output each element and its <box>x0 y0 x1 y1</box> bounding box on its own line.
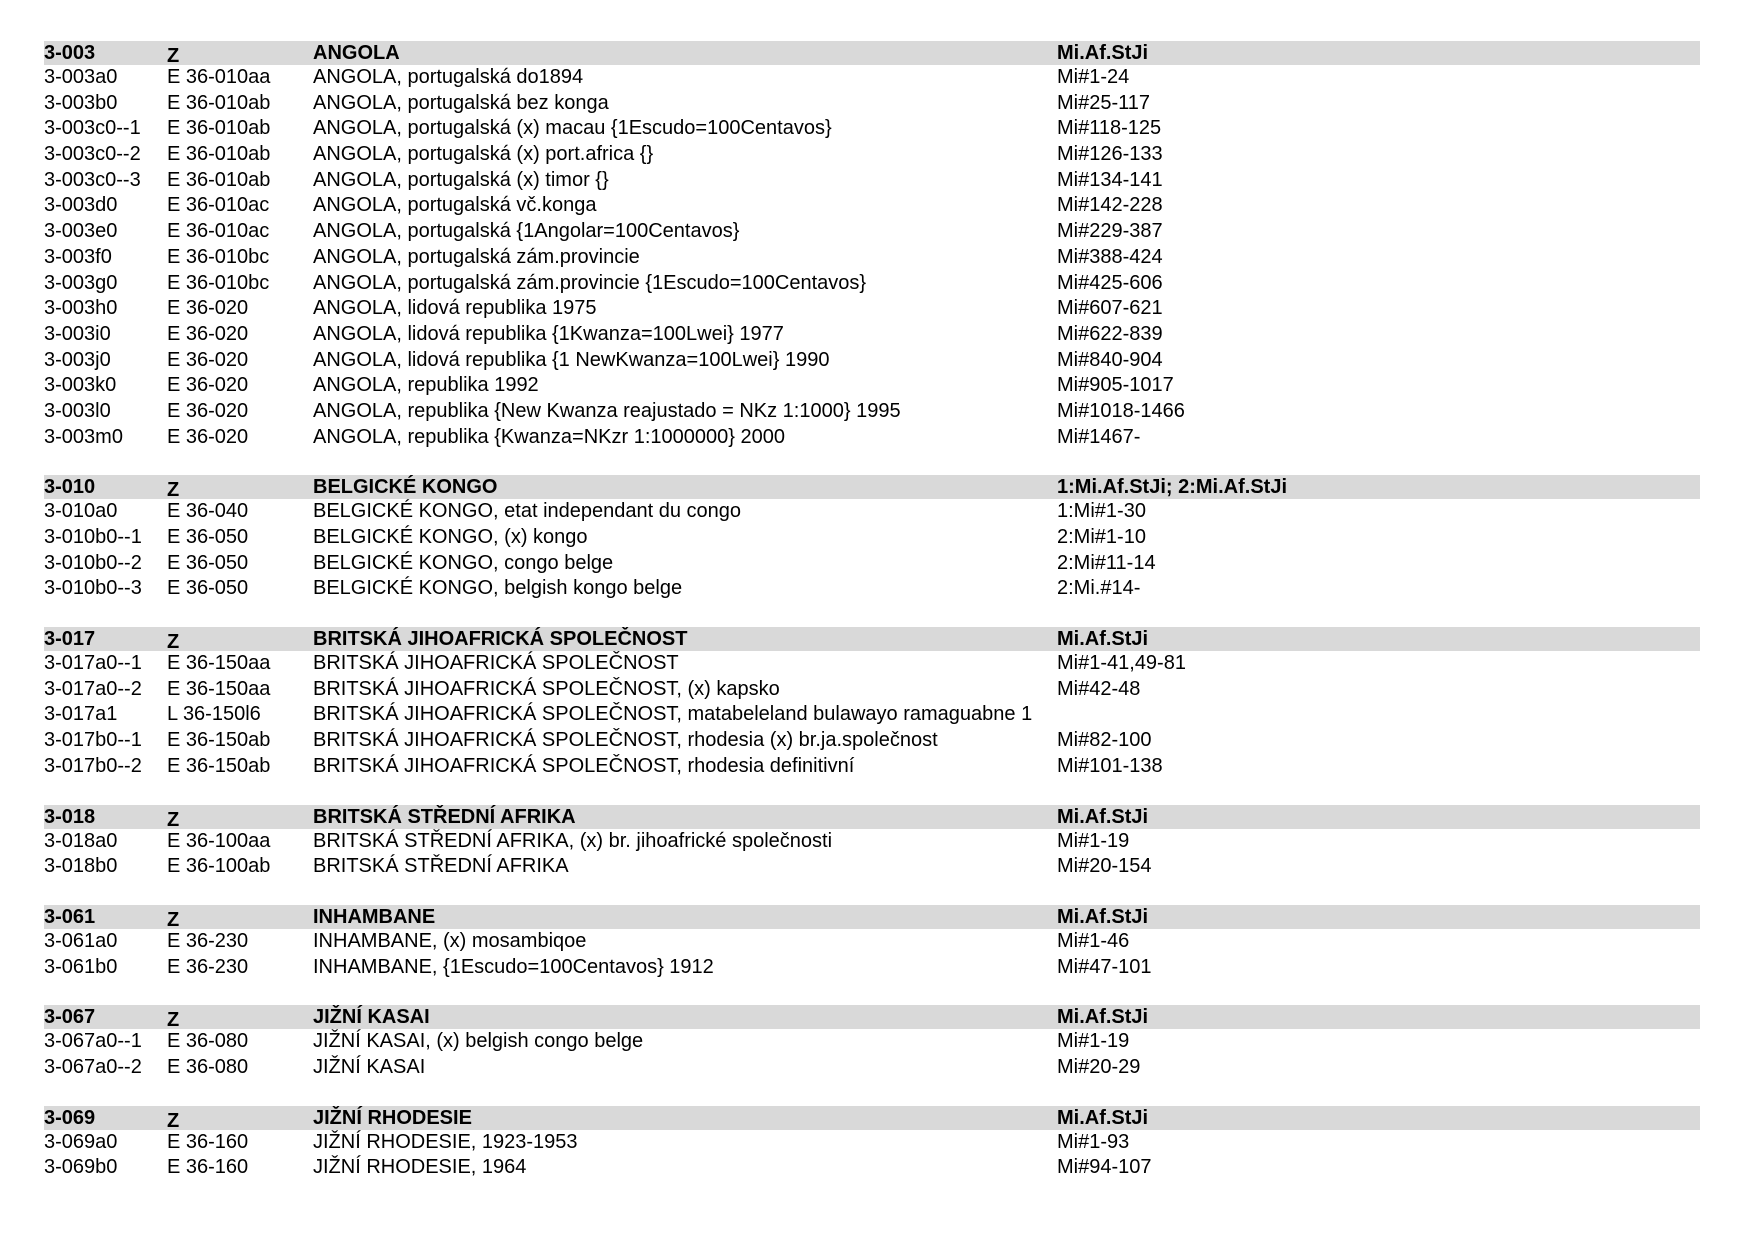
table-row <box>44 296 1700 322</box>
group-name: BRITSKÁ JIHOAFRICKÁ SPOLEČNOST <box>313 628 688 651</box>
entry-code: 3-003l0 <box>44 399 111 422</box>
group-name: INHAMBANE <box>313 905 436 928</box>
catalog-group <box>44 1005 1700 1080</box>
catalog-group <box>44 805 1700 880</box>
entry-reference: Mi#47-101 <box>1057 955 1152 978</box>
entry-code: 3-061a0 <box>44 929 118 952</box>
entry-reference: Mi#622-839 <box>1057 322 1163 345</box>
group-header-row <box>44 41 1700 65</box>
entry-catalog-number: E 36-080 <box>167 1030 249 1053</box>
entry-catalog-number: E 36-010ac <box>167 194 270 217</box>
entry-catalog-number: E 36-080 <box>167 1055 249 1078</box>
entry-description: ANGOLA, republika {New Kwanza reajustado = NKz 1:1000} 1995 <box>313 399 901 422</box>
table-row <box>44 651 1700 677</box>
entry-catalog-number: E 36-010bc <box>167 271 270 294</box>
entry-description: ANGOLA, lidová republika {1Kwanza=100Lwei} 1977 <box>313 322 784 345</box>
entry-reference: Mi#82-100 <box>1057 729 1152 752</box>
entry-reference: Mi#20-29 <box>1057 1055 1141 1078</box>
group-reference: Mi.Af.StJi <box>1057 805 1149 828</box>
entry-description: ANGOLA, republika {Kwanza=NKzr 1:1000000} 2000 <box>313 425 785 448</box>
group-type: Z <box>167 479 180 500</box>
entry-code: 3-003k0 <box>44 374 117 397</box>
entry-description: ANGOLA, portugalská (x) port.africa {} <box>313 143 654 166</box>
table-row <box>44 168 1700 194</box>
table-row <box>44 373 1700 399</box>
entry-description: BRITSKÁ JIHOAFRICKÁ SPOLEČNOST <box>313 652 679 675</box>
group-reference: Mi.Af.StJi <box>1057 42 1149 64</box>
entry-reference: Mi#1-19 <box>1057 1030 1130 1053</box>
entry-code: 3-010b0--2 <box>44 551 142 574</box>
entry-reference: 2:Mi#1-10 <box>1057 526 1146 548</box>
entry-code: 3-017b0--1 <box>44 729 142 752</box>
table-row <box>44 829 1700 855</box>
entry-code: 3-017a1 <box>44 703 118 726</box>
entry-code: 3-003h0 <box>44 297 118 320</box>
group-type: Z <box>167 808 180 829</box>
entry-description: BELGICKÉ KONGO, congo belge <box>313 551 614 574</box>
catalog-sheet <box>44 41 1700 1206</box>
entry-reference: Mi#42-48 <box>1057 677 1141 700</box>
entry-reference: Mi#607-621 <box>1057 297 1163 320</box>
entry-catalog-number: E 36-100ab <box>167 855 271 878</box>
entry-description: BRITSKÁ JIHOAFRICKÁ SPOLEČNOST, matabeleland bulawayo ramaguabne 1 <box>313 703 1033 726</box>
entry-reference: Mi#1-93 <box>1057 1130 1130 1153</box>
catalog-group <box>44 627 1700 779</box>
table-row <box>44 1029 1700 1055</box>
entry-reference: Mi#229-387 <box>1057 220 1163 243</box>
table-row <box>44 1055 1700 1081</box>
table-row <box>44 754 1700 780</box>
catalog-group <box>44 1106 1700 1181</box>
entry-code: 3-003e0 <box>44 220 118 243</box>
entry-description: JIŽNÍ KASAI <box>313 1055 426 1078</box>
table-row <box>44 576 1700 602</box>
entry-catalog-number: E 36-230 <box>167 955 249 978</box>
entry-catalog-number: E 36-010ab <box>167 117 271 140</box>
entry-reference: Mi#1-24 <box>1057 66 1130 88</box>
entry-code: 3-010b0--1 <box>44 526 142 548</box>
table-row <box>44 499 1700 525</box>
entry-reference: Mi#94-107 <box>1057 1156 1152 1179</box>
entry-description: JIŽNÍ RHODESIE, 1923-1953 <box>313 1130 578 1153</box>
entry-reference: Mi#142-228 <box>1057 194 1163 217</box>
entry-description: ANGOLA, portugalská {1Angolar=100Centavos} <box>313 220 740 243</box>
entry-code: 3-003d0 <box>44 194 118 217</box>
group-code: 3-069 <box>44 1106 96 1129</box>
entry-reference: Mi#1018-1466 <box>1057 399 1185 422</box>
entry-catalog-number: E 36-010aa <box>167 66 271 88</box>
group-code: 3-067 <box>44 1006 96 1029</box>
entry-description: BRITSKÁ JIHOAFRICKÁ SPOLEČNOST, (x) kapsko <box>313 677 780 700</box>
entry-catalog-number: E 36-040 <box>167 500 249 523</box>
entry-description: BRITSKÁ JIHOAFRICKÁ SPOLEČNOST, rhodesia definitivní <box>313 754 855 777</box>
table-row <box>44 348 1700 374</box>
entry-catalog-number: E 36-150aa <box>167 652 271 675</box>
group-reference: Mi.Af.StJi <box>1057 1006 1149 1029</box>
entry-description: ANGOLA, portugalská (x) timor {} <box>313 168 609 191</box>
group-name: ANGOLA <box>313 42 400 64</box>
table-row <box>44 1130 1700 1156</box>
entry-code: 3-010a0 <box>44 500 118 523</box>
entry-code: 3-003a0 <box>44 66 118 88</box>
entry-code: 3-003m0 <box>44 425 123 448</box>
group-header-row <box>44 1106 1700 1130</box>
table-row <box>44 142 1700 168</box>
entry-code: 3-003c0--2 <box>44 143 141 166</box>
table-row <box>44 854 1700 880</box>
table-row <box>44 116 1700 142</box>
entry-description: BELGICKÉ KONGO, etat independant du congo <box>313 500 742 523</box>
catalog-group <box>44 475 1700 602</box>
entry-catalog-number: E 36-020 <box>167 399 249 422</box>
entry-code: 3-017a0--1 <box>44 652 142 675</box>
group-header-row <box>44 475 1700 499</box>
entry-description: BELGICKÉ KONGO, belgish kongo belge <box>313 577 683 600</box>
group-code: 3-017 <box>44 628 96 651</box>
table-row <box>44 193 1700 219</box>
entry-code: 3-003c0--3 <box>44 168 141 191</box>
group-reference: Mi.Af.StJi <box>1057 1106 1149 1129</box>
entry-code: 3-061b0 <box>44 955 118 978</box>
entry-description: ANGOLA, republika 1992 <box>313 374 539 397</box>
table-row <box>44 677 1700 703</box>
group-reference: 1:Mi.Af.StJi; 2:Mi.Af.StJi <box>1057 476 1288 499</box>
entry-description: BELGICKÉ KONGO, (x) kongo <box>313 526 588 548</box>
entry-code: 3-003c0--1 <box>44 117 141 140</box>
group-header-row <box>44 1005 1700 1029</box>
entry-reference: Mi#905-1017 <box>1057 374 1174 397</box>
group-code: 3-018 <box>44 805 96 828</box>
table-row <box>44 271 1700 297</box>
entry-code: 3-017a0--2 <box>44 677 142 700</box>
entry-catalog-number: E 36-010bc <box>167 245 270 268</box>
entry-catalog-number: L 36-150l6 <box>167 703 261 726</box>
entry-code: 3-017b0--2 <box>44 754 142 777</box>
group-type: Z <box>167 908 180 929</box>
entry-code: 3-067a0--1 <box>44 1030 142 1053</box>
group-code: 3-061 <box>44 905 96 928</box>
entry-reference: Mi#425-606 <box>1057 271 1163 294</box>
entry-description: ANGOLA, portugalská do1894 <box>313 66 584 88</box>
entry-reference: Mi#126-133 <box>1057 143 1163 166</box>
entry-reference: Mi#25-117 <box>1057 91 1151 114</box>
group-header-row <box>44 805 1700 829</box>
entry-description: BRITSKÁ JIHOAFRICKÁ SPOLEČNOST, rhodesia (x) br.ja.společnost <box>313 729 938 752</box>
table-row <box>44 399 1700 425</box>
entry-code: 3-003f0 <box>44 245 112 268</box>
entry-catalog-number: E 36-010ab <box>167 91 271 114</box>
entry-reference: Mi#1-46 <box>1057 929 1130 952</box>
entry-code: 3-069a0 <box>44 1130 118 1153</box>
entry-reference: Mi#118-125 <box>1057 117 1162 140</box>
entry-reference: Mi#840-904 <box>1057 348 1163 371</box>
entry-description: INHAMBANE, (x) mosambiqoe <box>313 929 587 952</box>
group-type: Z <box>167 1009 180 1030</box>
entry-description: ANGOLA, portugalská vč.konga <box>313 194 597 217</box>
entry-code: 3-010b0--3 <box>44 577 142 600</box>
entry-description: ANGOLA, portugalská zám.provincie <box>313 245 640 268</box>
entry-catalog-number: E 36-160 <box>167 1130 249 1153</box>
group-type: Z <box>167 1109 180 1130</box>
entry-description: BRITSKÁ STŘEDNÍ AFRIKA <box>313 855 569 878</box>
table-row <box>44 65 1700 91</box>
group-code: 3-003 <box>44 42 96 64</box>
entry-reference: Mi#1467- <box>1057 425 1141 448</box>
group-type: Z <box>167 45 180 65</box>
entry-catalog-number: E 36-010ac <box>167 220 270 243</box>
entry-catalog-number: E 36-230 <box>167 929 249 952</box>
group-code: 3-010 <box>44 476 96 499</box>
table-row <box>44 91 1700 117</box>
table-row <box>44 955 1700 981</box>
entry-reference: 2:Mi.#14- <box>1057 577 1141 600</box>
entry-reference: 1:Mi#1-30 <box>1057 500 1146 523</box>
entry-code: 3-003b0 <box>44 91 118 114</box>
group-name: BELGICKÉ KONGO <box>313 476 498 499</box>
entry-catalog-number: E 36-150aa <box>167 677 271 700</box>
table-row <box>44 525 1700 551</box>
catalog-group <box>44 41 1700 450</box>
entry-description: ANGOLA, lidová republika 1975 <box>313 297 597 320</box>
entry-catalog-number: E 36-020 <box>167 297 249 320</box>
entry-code: 3-003j0 <box>44 348 111 371</box>
entry-catalog-number: E 36-160 <box>167 1156 249 1179</box>
entry-catalog-number: E 36-050 <box>167 577 249 600</box>
entry-code: 3-018b0 <box>44 855 118 878</box>
entry-description: JIŽNÍ RHODESIE, 1964 <box>313 1156 527 1179</box>
entry-description: ANGOLA, portugalská zám.provincie {1Escudo=100Centavos} <box>313 271 867 294</box>
entry-reference: Mi#1-19 <box>1057 829 1130 852</box>
group-name: BRITSKÁ STŘEDNÍ AFRIKA <box>313 805 576 828</box>
entry-catalog-number: E 36-100aa <box>167 829 271 852</box>
entry-catalog-number: E 36-020 <box>167 322 249 345</box>
table-row <box>44 929 1700 955</box>
catalog-group <box>44 905 1700 980</box>
entry-catalog-number: E 36-010ab <box>167 168 271 191</box>
entry-description: BRITSKÁ STŘEDNÍ AFRIKA, (x) br. jihoafrické společnosti <box>313 829 833 852</box>
entry-description: INHAMBANE, {1Escudo=100Centavos} 1912 <box>313 955 714 978</box>
entry-code: 3-003i0 <box>44 322 111 345</box>
entry-catalog-number: E 36-020 <box>167 374 249 397</box>
group-reference: Mi.Af.StJi <box>1057 628 1149 651</box>
entry-catalog-number: E 36-050 <box>167 526 249 548</box>
entry-reference <box>1057 702 1700 728</box>
entry-catalog-number: E 36-010ab <box>167 143 271 166</box>
entry-reference: Mi#101-138 <box>1057 754 1163 777</box>
entry-reference: Mi#1-41,49-81 <box>1057 652 1186 675</box>
group-reference: Mi.Af.StJi <box>1057 905 1149 928</box>
entry-reference: Mi#20-154 <box>1057 855 1152 878</box>
entry-catalog-number: E 36-020 <box>167 425 249 448</box>
table-row <box>44 425 1700 451</box>
entry-code: 3-069b0 <box>44 1156 118 1179</box>
table-row <box>44 322 1700 348</box>
entry-reference: Mi#388-424 <box>1057 245 1163 268</box>
table-row <box>44 551 1700 577</box>
table-row <box>44 219 1700 245</box>
entry-description: ANGOLA, portugalská bez konga <box>313 91 609 114</box>
group-name: JIŽNÍ RHODESIE <box>313 1106 472 1129</box>
entry-catalog-number: E 36-020 <box>167 348 249 371</box>
entry-description: JIŽNÍ KASAI, (x) belgish congo belge <box>313 1030 644 1053</box>
entry-description: ANGOLA, portugalská (x) macau {1Escudo=100Centavos} <box>313 117 832 140</box>
entry-code: 3-067a0--2 <box>44 1055 142 1078</box>
entry-description: ANGOLA, lidová republika {1 NewKwanza=100Lwei} 1990 <box>313 348 830 371</box>
table-row <box>44 728 1700 754</box>
entry-reference: 2:Mi#11-14 <box>1057 551 1156 574</box>
group-header-row <box>44 905 1700 929</box>
entry-code: 3-018a0 <box>44 829 118 852</box>
group-type: Z <box>167 631 180 652</box>
group-header-row <box>44 627 1700 651</box>
entry-reference: Mi#134-141 <box>1057 168 1163 191</box>
entry-code: 3-003g0 <box>44 271 118 294</box>
table-row <box>44 1155 1700 1181</box>
entry-catalog-number: E 36-150ab <box>167 729 271 752</box>
table-row <box>44 245 1700 271</box>
entry-catalog-number: E 36-050 <box>167 551 249 574</box>
entry-catalog-number: E 36-150ab <box>167 754 271 777</box>
table-row <box>44 702 1700 728</box>
group-name: JIŽNÍ KASAI <box>313 1006 430 1029</box>
